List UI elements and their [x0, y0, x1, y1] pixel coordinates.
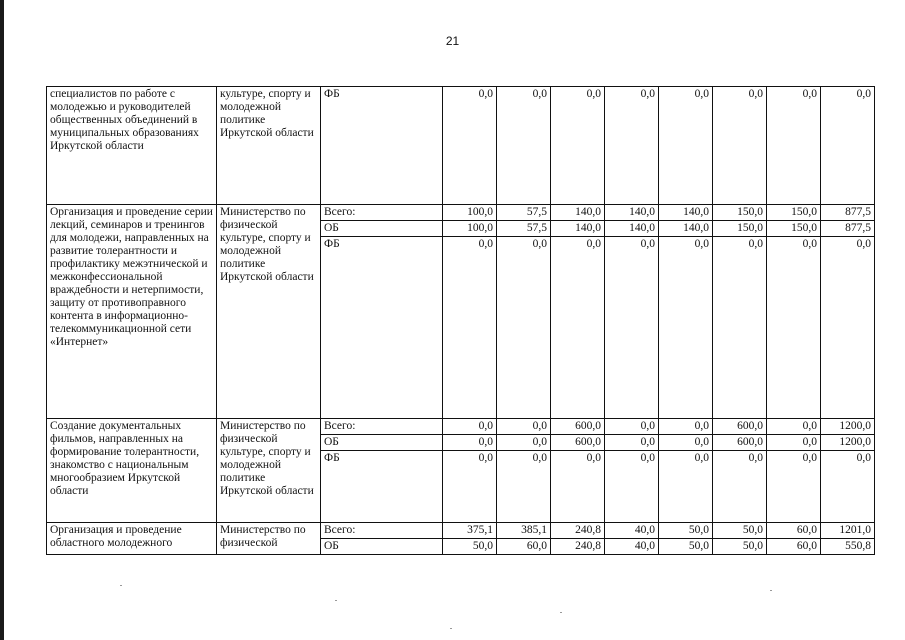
year-value-cell: 150,0 — [767, 205, 821, 221]
year-value-cell: 0,0 — [443, 435, 497, 451]
total-value-cell: 0,0 — [821, 451, 875, 523]
year-value-cell: 0,0 — [497, 419, 551, 435]
year-value-cell: 150,0 — [767, 221, 821, 237]
year-value-cell: 0,0 — [605, 87, 659, 205]
year-value-cell: 0,0 — [659, 87, 713, 205]
year-value-cell: 240,8 — [551, 539, 605, 555]
year-value-cell: 600,0 — [713, 435, 767, 451]
activity-name-cell: специалистов по работе с молодежью и руководителей общественных объединений в муниципальных образованиях Иркутской области — [47, 87, 217, 205]
year-value-cell: 50,0 — [713, 523, 767, 539]
year-value-cell: 0,0 — [605, 419, 659, 435]
total-value-cell: 0,0 — [821, 237, 875, 419]
year-value-cell: 0,0 — [659, 435, 713, 451]
total-value-cell: 0,0 — [821, 87, 875, 205]
executor-cell: Министерство по физической культуре, спорту и молодежной политике Иркутской области — [217, 205, 321, 419]
total-value-cell: 877,5 — [821, 221, 875, 237]
year-value-cell: 0,0 — [551, 237, 605, 419]
year-value-cell: 0,0 — [443, 87, 497, 205]
year-value-cell: 0,0 — [605, 451, 659, 523]
year-value-cell: 0,0 — [767, 237, 821, 419]
year-value-cell: 0,0 — [443, 237, 497, 419]
year-value-cell: 0,0 — [659, 451, 713, 523]
executor-cell: Министерство по физической — [217, 523, 321, 555]
year-value-cell: 0,0 — [443, 419, 497, 435]
executor-cell: культуре, спорту и молодежной политике Иркутской области — [217, 87, 321, 205]
year-value-cell: 0,0 — [551, 451, 605, 523]
table-row — [47, 87, 875, 205]
budget-table-body — [47, 87, 875, 555]
table-row — [47, 419, 875, 435]
year-value-cell: 60,0 — [767, 539, 821, 555]
year-value-cell: 0,0 — [497, 451, 551, 523]
year-value-cell: 240,8 — [551, 523, 605, 539]
year-value-cell: 0,0 — [767, 419, 821, 435]
year-value-cell: 0,0 — [767, 87, 821, 205]
year-value-cell: 150,0 — [713, 205, 767, 221]
year-value-cell: 140,0 — [605, 221, 659, 237]
funding-source-cell: ФБ — [321, 87, 443, 205]
year-value-cell: 60,0 — [497, 539, 551, 555]
year-value-cell: 140,0 — [605, 205, 659, 221]
year-value-cell: 0,0 — [659, 419, 713, 435]
year-value-cell: 600,0 — [713, 419, 767, 435]
activity-name-cell: Создание документальных фильмов, направленных на формирование толерантности, знакомство с национальным многообразием Иркутской области — [47, 419, 217, 523]
funding-source-cell: ФБ — [321, 237, 443, 419]
total-value-cell: 550,8 — [821, 539, 875, 555]
scan-edge — [0, 0, 4, 640]
funding-source-cell: ОБ — [321, 435, 443, 451]
activity-name-cell: Организация и проведение серии лекций, семинаров и тренингов для молодежи, направленных на развитие толерантности и профилактику межэтнической и межконфессиональной враждебности и нетерпимости, защиту от противоправного контента в информационно-телекоммуникационной сети «Интернет» — [47, 205, 217, 419]
funding-source-cell: Всего: — [321, 419, 443, 435]
year-value-cell: 600,0 — [551, 419, 605, 435]
year-value-cell: 0,0 — [605, 435, 659, 451]
year-value-cell: 50,0 — [659, 523, 713, 539]
year-value-cell: 375,1 — [443, 523, 497, 539]
executor-cell: Министерство по физической культуре, спорту и молодежной политике Иркутской области — [217, 419, 321, 523]
year-value-cell: 0,0 — [713, 87, 767, 205]
total-value-cell: 877,5 — [821, 205, 875, 221]
funding-source-cell: ОБ — [321, 221, 443, 237]
year-value-cell: 140,0 — [659, 205, 713, 221]
activity-name-cell: Организация и проведение областного молодежного — [47, 523, 217, 555]
year-value-cell: 0,0 — [713, 451, 767, 523]
year-value-cell: 140,0 — [551, 205, 605, 221]
year-value-cell: 0,0 — [767, 451, 821, 523]
year-value-cell: 50,0 — [713, 539, 767, 555]
year-value-cell: 0,0 — [551, 87, 605, 205]
year-value-cell: 57,5 — [497, 205, 551, 221]
year-value-cell: 50,0 — [443, 539, 497, 555]
year-value-cell: 150,0 — [713, 221, 767, 237]
year-value-cell: 0,0 — [443, 451, 497, 523]
year-value-cell: 140,0 — [551, 221, 605, 237]
page-number: 21 — [445, 34, 460, 48]
year-value-cell: 0,0 — [713, 237, 767, 419]
budget-table — [46, 86, 875, 555]
year-value-cell: 100,0 — [443, 221, 497, 237]
year-value-cell: 0,0 — [659, 237, 713, 419]
year-value-cell: 40,0 — [605, 523, 659, 539]
year-value-cell: 0,0 — [605, 237, 659, 419]
total-value-cell: 1201,0 — [821, 523, 875, 539]
funding-source-cell: ФБ — [321, 451, 443, 523]
year-value-cell: 50,0 — [659, 539, 713, 555]
total-value-cell: 1200,0 — [821, 419, 875, 435]
year-value-cell: 0,0 — [497, 237, 551, 419]
year-value-cell: 600,0 — [551, 435, 605, 451]
year-value-cell: 0,0 — [497, 87, 551, 205]
table-row — [47, 523, 875, 539]
year-value-cell: 60,0 — [767, 523, 821, 539]
funding-source-cell: Всего: — [321, 523, 443, 539]
year-value-cell: 100,0 — [443, 205, 497, 221]
funding-source-cell: ОБ — [321, 539, 443, 555]
year-value-cell: 0,0 — [497, 435, 551, 451]
year-value-cell: 57,5 — [497, 221, 551, 237]
total-value-cell: 1200,0 — [821, 435, 875, 451]
year-value-cell: 140,0 — [659, 221, 713, 237]
year-value-cell: 0,0 — [767, 435, 821, 451]
table-row — [47, 205, 875, 221]
year-value-cell: 385,1 — [497, 523, 551, 539]
year-value-cell: 40,0 — [605, 539, 659, 555]
funding-source-cell: Всего: — [321, 205, 443, 221]
